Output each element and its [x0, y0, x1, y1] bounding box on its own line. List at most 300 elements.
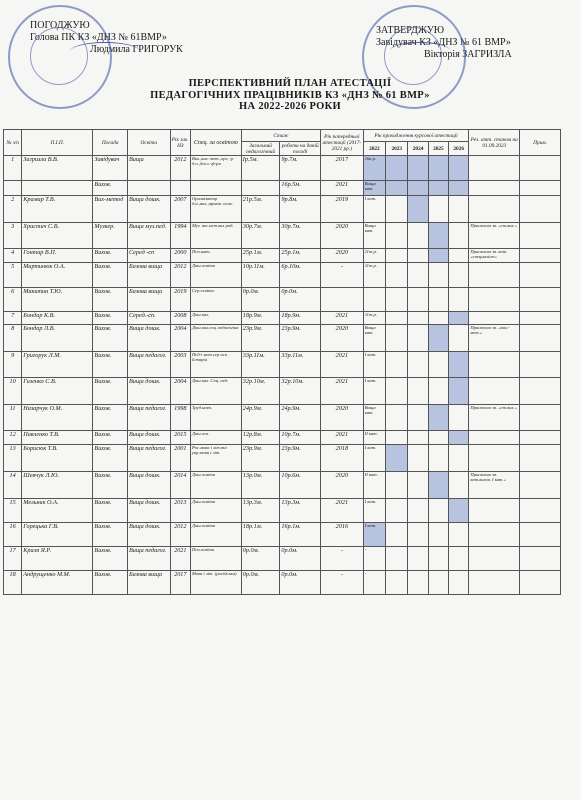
row-last-att: 2021 [321, 378, 364, 405]
row-course-2026 [449, 472, 469, 499]
row-course-2026 [449, 523, 469, 547]
row-result [469, 571, 520, 595]
row-num: 3 [4, 223, 22, 249]
row-stazh-job: 23р.9м. [280, 445, 321, 472]
row-course-2025 [428, 472, 448, 499]
row-course-2023 [386, 499, 408, 523]
row-course-2022: I кат. [363, 445, 385, 472]
row-position: Вихов. [93, 547, 128, 571]
table-row [4, 571, 561, 595]
row-last-att: 2020 [321, 325, 364, 352]
table-row [4, 223, 561, 249]
row-spec: Дош.освіта [190, 499, 241, 523]
row-stazh-total [241, 181, 280, 196]
row-stazh-total: 21р.5м. [241, 196, 280, 223]
row-course-2025 [428, 156, 448, 181]
signature-left [70, 42, 140, 61]
row-name: Бондар К.В. [22, 312, 93, 325]
table-row [4, 263, 561, 288]
row-course-2022: - [363, 547, 385, 571]
row-last-att: 2020 [321, 472, 364, 499]
row-course-2025 [428, 571, 448, 595]
row-spec: Організатор д.н.,вих.,практ. псих. [190, 196, 241, 223]
row-year: 2017 [170, 571, 190, 595]
row-note [520, 288, 561, 312]
row-year: 2014 [170, 472, 190, 499]
row-last-att: 2020 [321, 249, 364, 263]
row-course-2023 [386, 547, 408, 571]
col-2025: 2025 [428, 142, 448, 156]
row-course-2022: I кат. [363, 352, 385, 378]
row-stazh-total: 18р.1м. [241, 523, 280, 547]
row-education: Вища муз.пед. [127, 223, 170, 249]
row-course-2023 [386, 325, 408, 352]
row-stazh-total: 25р.1м. [241, 249, 280, 263]
row-last-att: 2018 [321, 445, 364, 472]
col-2023: 2023 [386, 142, 408, 156]
row-course-2024 [408, 405, 428, 431]
row-course-2022: I кат. [363, 378, 385, 405]
row-course-2024 [408, 571, 428, 595]
row-course-2024 [408, 196, 428, 223]
row-position: Вихов. [93, 571, 128, 595]
row-course-2024 [408, 223, 428, 249]
row-spec: Дош.осв. [190, 431, 241, 445]
row-course-2024 [408, 547, 428, 571]
row-stazh-job: 10р.7м. [280, 431, 321, 445]
row-result [469, 352, 520, 378]
row-stazh-total: 23р.9м. [241, 445, 280, 472]
row-result [469, 523, 520, 547]
row-stazh-job: 24р.9м. [280, 405, 321, 431]
row-num: 13 [4, 445, 22, 472]
row-name: Мельник О.А. [22, 499, 93, 523]
row-stazh-total: 0р.0м. [241, 288, 280, 312]
row-position: Вихов. [93, 472, 128, 499]
row-course-2022: II кат. [363, 472, 385, 499]
row-name: Краля Я.Р. [22, 547, 93, 571]
row-year: 2019 [170, 288, 190, 312]
row-stazh-job: 30р.7м. [280, 223, 321, 249]
row-note [520, 263, 561, 288]
row-num: 11 [4, 405, 22, 431]
row-result [469, 181, 520, 196]
row-course-2026 [449, 181, 469, 196]
row-spec [190, 181, 241, 196]
row-education: Вища дошк. [127, 431, 170, 445]
row-course-2025 [428, 378, 448, 405]
row-last-att: 2020 [321, 223, 364, 249]
row-position: Вихов. [93, 263, 128, 288]
approval-right-line2: Завідувач КЗ «ДНЗ № 61 ВМР» [376, 37, 511, 48]
row-num: 2 [4, 196, 22, 223]
row-spec: Сер.освіта [190, 288, 241, 312]
row-position: Вихов. [93, 288, 128, 312]
row-course-2026 [449, 223, 469, 249]
row-last-att: - [321, 263, 364, 288]
row-course-2022: 11т.р. [363, 312, 385, 325]
row-education: Вища дошк. [127, 472, 170, 499]
row-position: Вихов. [93, 325, 128, 352]
row-course-2023 [386, 523, 408, 547]
row-result [469, 312, 520, 325]
row-note [520, 352, 561, 378]
row-note [520, 223, 561, 249]
row-course-2022: 16к.р. [363, 156, 385, 181]
row-note [520, 378, 561, 405]
row-year: 2012 [170, 263, 190, 288]
signature-right [390, 42, 450, 59]
title-line3: НА 2022-2026 РОКИ [239, 101, 341, 112]
row-last-att: 2016 [321, 523, 364, 547]
row-course-2025 [428, 499, 448, 523]
row-num: 1 [4, 156, 22, 181]
row-note [520, 405, 561, 431]
row-name: Гонтар В.П. [22, 249, 93, 263]
row-num: 17 [4, 547, 22, 571]
table-row [4, 196, 561, 223]
row-education: Вища дошк. [127, 523, 170, 547]
row-course-2023 [386, 352, 408, 378]
row-year: 2004 [170, 325, 190, 352]
row-education: Вища [127, 156, 170, 181]
row-stazh-job: 0р.0м. [280, 571, 321, 595]
row-course-2025 [428, 288, 448, 312]
row-position: Вихов. [93, 445, 128, 472]
row-course-2026 [449, 263, 469, 288]
row-stazh-total: 32р.10м. [241, 378, 280, 405]
row-course-2024 [408, 523, 428, 547]
row-name: Микитин Т.Ю. [22, 288, 93, 312]
row-result: Присвоєно зв. кат.вихов. I кат.» [469, 472, 520, 499]
col-courses: Рік проходження курсової атестації [363, 130, 469, 142]
row-last-att: 2020 [321, 405, 364, 431]
row-course-2026 [449, 249, 469, 263]
row-name: Борисюк Т.В. [22, 445, 93, 472]
row-num: 9 [4, 352, 22, 378]
row-stazh-job: 10р.6м. [280, 472, 321, 499]
row-education: Вища педагог. [127, 352, 170, 378]
row-name: Христич С.В. [22, 223, 93, 249]
row-education: Базова вища [127, 571, 170, 595]
row-result [469, 445, 520, 472]
row-course-2023 [386, 472, 408, 499]
row-stazh-total: 0р.0м. [241, 571, 280, 595]
row-result: Присвоєно зв. кат. «специаліст» [469, 249, 520, 263]
row-spec: Вих.,вих.-мет.,орг.,-р д.о.,досл.-ф-ри [190, 156, 241, 181]
row-name: Назарчук О.М. [22, 405, 93, 431]
row-course-2025 [428, 352, 448, 378]
row-note [520, 249, 561, 263]
row-year: 1998 [170, 405, 190, 431]
row-result [469, 378, 520, 405]
row-num: 6 [4, 288, 22, 312]
row-spec: Муз. та мет.вих роб. [190, 223, 241, 249]
row-stazh-job: 13р.3м. [280, 499, 321, 523]
row-num: 7 [4, 312, 22, 325]
approval-left-line2: Голова ПК КЗ «ДНЗ № 61ВМР» [30, 32, 167, 43]
row-spec: Дош.освіта [190, 523, 241, 547]
row-note [520, 196, 561, 223]
row-course-2022 [363, 288, 385, 312]
row-course-2023 [386, 571, 408, 595]
row-position: Вихов. [93, 249, 128, 263]
row-position: Вихов. [93, 431, 128, 445]
attestation-table [3, 129, 561, 595]
row-course-2024 [408, 352, 428, 378]
row-num [4, 181, 22, 196]
row-last-att: 2021 [321, 431, 364, 445]
row-course-2023 [386, 312, 408, 325]
row-course-2026 [449, 547, 469, 571]
row-year: 2003 [170, 352, 190, 378]
row-stazh-job: 16р.1м. [280, 523, 321, 547]
table-row [4, 249, 561, 263]
col-2022: 2022 [363, 142, 385, 156]
row-course-2022: Вища кат. [363, 325, 385, 352]
row-name: Крамар Т.В. [22, 196, 93, 223]
table-row [4, 288, 561, 312]
approval-right-line1: ЗАТВЕРДЖУЮ [376, 25, 445, 36]
row-course-2024 [408, 472, 428, 499]
row-last-att: 2021 [321, 312, 364, 325]
row-stazh-job: 6р.10м. [280, 263, 321, 288]
row-result [469, 431, 520, 445]
row-course-2025 [428, 431, 448, 445]
row-education: Серед -сп [127, 249, 170, 263]
row-course-2023 [386, 431, 408, 445]
row-result [469, 499, 520, 523]
col-stazh: Стаж [241, 130, 320, 142]
row-course-2022: Вища кат. [363, 181, 385, 196]
table-row [4, 523, 561, 547]
row-note [520, 431, 561, 445]
row-name: Григорук Л.М. [22, 352, 93, 378]
row-course-2025 [428, 249, 448, 263]
row-year: 2012 [170, 523, 190, 547]
row-year: 2012 [170, 156, 190, 181]
row-note [520, 472, 561, 499]
row-result [469, 263, 520, 288]
row-course-2023 [386, 378, 408, 405]
row-course-2026 [449, 156, 469, 181]
row-spec: Рос.мова і літ.та укр.мова і літ. [190, 445, 241, 472]
row-num: 8 [4, 325, 22, 352]
row-stazh-job: 16р.5м. [280, 181, 321, 196]
row-name: Бондар Л.В. [22, 325, 93, 352]
row-num: 14 [4, 472, 22, 499]
row-course-2025 [428, 547, 448, 571]
row-spec: Дош.вих. Соц. пед. [190, 378, 241, 405]
row-year: 2004 [170, 378, 190, 405]
row-course-2025 [428, 325, 448, 352]
row-course-2026 [449, 378, 469, 405]
row-stazh-job: 9р.7м. [280, 156, 321, 181]
row-course-2024 [408, 378, 428, 405]
row-course-2022: Вища кат. [363, 223, 385, 249]
row-num: 15 [4, 499, 22, 523]
row-course-2022: Вища кат. [363, 405, 385, 431]
row-note [520, 181, 561, 196]
row-position: Вихов. [93, 378, 128, 405]
row-education: Вища педагог. [127, 405, 170, 431]
row-stazh-total: 10р.11м. [241, 263, 280, 288]
row-course-2024 [408, 312, 428, 325]
table-row [4, 499, 561, 523]
row-name: Загризла В.В. [22, 156, 93, 181]
table-row [4, 472, 561, 499]
row-stazh-job: 0р.0м. [280, 288, 321, 312]
row-spec: Мова і літ. (російська) [190, 571, 241, 595]
col-spec: Спец. за освітою [190, 130, 241, 156]
row-course-2026 [449, 445, 469, 472]
row-result: Присвоєно зв. «ст.вих.» [469, 405, 520, 431]
row-note [520, 499, 561, 523]
row-stazh-job: 23р.9м. [280, 325, 321, 352]
row-year: 2015 [170, 431, 190, 445]
row-course-2026 [449, 405, 469, 431]
row-year: 2008 [170, 312, 190, 325]
row-education: Вища дошк. [127, 196, 170, 223]
col-stazh-job: роботи на даній посаді [281, 142, 319, 155]
col-education: Освіта [127, 130, 170, 156]
row-position: Вихов. [93, 181, 128, 196]
row-result: Присвоєно зв. «вих.-мет.» [469, 325, 520, 352]
row-course-2023 [386, 405, 408, 431]
row-result: Присвоєно зв. «ст.вих.» [469, 223, 520, 249]
row-course-2022: I кат. [363, 499, 385, 523]
row-course-2023 [386, 288, 408, 312]
row-last-att: 2019 [321, 196, 364, 223]
row-spec: Дош.вих.соц. педагогіка [190, 325, 241, 352]
row-stazh-job: 25р.1м. [280, 249, 321, 263]
row-course-2026 [449, 196, 469, 223]
row-course-2025 [428, 263, 448, 288]
row-course-2025 [428, 223, 448, 249]
row-num: 4 [4, 249, 22, 263]
row-stazh-total: Ір.5м. [241, 156, 280, 181]
row-course-2025 [428, 445, 448, 472]
col-name: П.І.П. [22, 130, 93, 156]
row-course-2023 [386, 445, 408, 472]
row-name [22, 181, 93, 196]
row-course-2022: 11т.р. [363, 263, 385, 288]
row-education [127, 181, 170, 196]
row-name: Мартинюк О.А. [22, 263, 93, 288]
row-spec: Дош.освіта [190, 263, 241, 288]
row-name: Андрущенко М.М. [22, 571, 93, 595]
row-education: Вища педагог. [127, 445, 170, 472]
row-education: Вища дошк. [127, 378, 170, 405]
row-spec: Поч.освіта [190, 547, 241, 571]
row-spec: Дош.освіта [190, 472, 241, 499]
row-position: Вихов. [93, 312, 128, 325]
row-year: 2021 [170, 547, 190, 571]
table-row [4, 312, 561, 325]
row-stazh-job: 33р.11м. [280, 352, 321, 378]
row-note [520, 547, 561, 571]
row-position: Вихов. [93, 499, 128, 523]
row-course-2022: I кат. [363, 523, 385, 547]
row-spec: Труд.навч. [190, 405, 241, 431]
col-result: Рез. атт. станом на 01.09.2023 [469, 130, 520, 156]
row-last-att: - [321, 547, 364, 571]
row-note [520, 312, 561, 325]
row-spec: Пед-і мет.сер.осв. Історія [190, 352, 241, 378]
row-education: Базова вища [127, 288, 170, 312]
row-note [520, 445, 561, 472]
row-stazh-job: 9р.8м. [280, 196, 321, 223]
table-row [4, 405, 561, 431]
row-year: 1994 [170, 223, 190, 249]
row-stazh-total: 24р.9м. [241, 405, 280, 431]
row-course-2022: II кат. [363, 431, 385, 445]
row-course-2023 [386, 181, 408, 196]
row-course-2025 [428, 181, 448, 196]
row-course-2024 [408, 288, 428, 312]
row-last-att: - [321, 571, 364, 595]
row-num: 12 [4, 431, 22, 445]
row-spec: Поч.навч. [190, 249, 241, 263]
col-year: Рік зак. НЗ [170, 130, 190, 156]
row-year: 2001 [170, 445, 190, 472]
row-name: Павленко Т.В. [22, 431, 93, 445]
row-position: Вих-метод [93, 196, 128, 223]
row-num: 5 [4, 263, 22, 288]
row-position: Вихов. [93, 523, 128, 547]
row-stazh-total: 23р.9м. [241, 325, 280, 352]
row-course-2026 [449, 312, 469, 325]
row-result [469, 196, 520, 223]
approval-right-line3: Вікторія ЗАГРИЗЛА [424, 49, 512, 60]
row-name: Шевчук Л.Ю. [22, 472, 93, 499]
row-education: Серед.-сп. [127, 312, 170, 325]
row-course-2025 [428, 196, 448, 223]
row-name: Горецька Г.В. [22, 523, 93, 547]
row-year: 2013 [170, 499, 190, 523]
row-education: Базова вища [127, 263, 170, 288]
col-last-att: Рік попередньої атестації (2017-2021 рр.) [321, 130, 364, 156]
col-note: Прим. [520, 130, 561, 156]
table-row [4, 378, 561, 405]
row-course-2022: I кат. [363, 196, 385, 223]
row-course-2026 [449, 352, 469, 378]
row-last-att: 2021 [321, 352, 364, 378]
row-course-2022: - [363, 571, 385, 595]
row-education: Вища дошк. [127, 499, 170, 523]
row-last-att: 2021 [321, 499, 364, 523]
row-course-2024 [408, 249, 428, 263]
row-education: Вища дошк. [127, 325, 170, 352]
row-spec: Дош.вих. [190, 312, 241, 325]
row-result [469, 288, 520, 312]
row-course-2023 [386, 263, 408, 288]
title-line2: ПЕДАГОГІЧНИХ ПРАЦІВНИКІВ КЗ «ДНЗ № 61 ВМР» [150, 89, 430, 101]
row-course-2026 [449, 288, 469, 312]
row-last-att [321, 288, 364, 312]
row-note [520, 571, 561, 595]
document-title [110, 78, 470, 113]
row-course-2023 [386, 196, 408, 223]
row-course-2024 [408, 431, 428, 445]
row-stazh-total: 30р.7м. [241, 223, 280, 249]
row-course-2024 [408, 156, 428, 181]
col-num: № з/п [4, 130, 22, 156]
table-row [4, 156, 561, 181]
col-position: Посада [93, 130, 128, 156]
row-course-2023 [386, 223, 408, 249]
approval-left-line3: Людмила ГРИГОРУК [90, 44, 183, 55]
